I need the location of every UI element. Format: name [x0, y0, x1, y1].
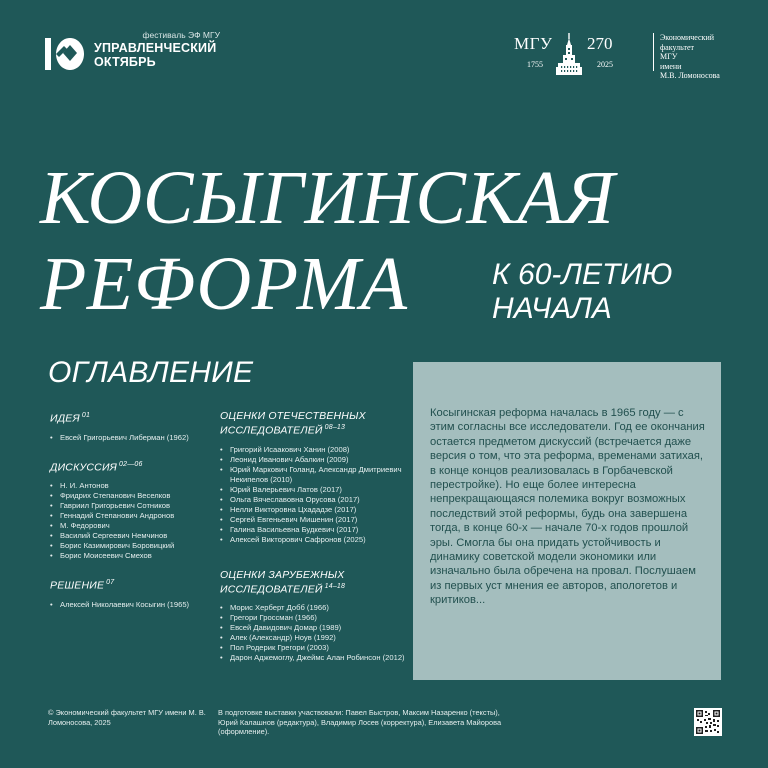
section-title-line2: ИССЛЕДОВАТЕЛЕЙ: [220, 424, 323, 437]
intro-panel: [413, 362, 721, 680]
list-item: • Юрий Маркович Голанд, Александр Дмитриевич Некипелов (2010): [220, 465, 410, 485]
toc-section-foreign: [220, 569, 410, 664]
section-title: РЕШЕНИЕ: [50, 579, 105, 592]
list-item: • Алексей Николаевич Косыгин (1965): [50, 600, 215, 610]
year-end: 2025: [597, 60, 613, 69]
page-title-line2: РЕФОРМА: [40, 242, 408, 326]
list-item: • Алек (Александр) Ноув (1992): [220, 633, 410, 643]
list-item: • Леонид Иванович Абалкин (2009): [220, 455, 410, 465]
list-item: • Дарон Аджемоглу, Джеймс Алан Робинсон (2012): [220, 653, 410, 663]
section-title: ИДЕЯ: [50, 412, 80, 425]
msu-anniversary-number: 270: [587, 34, 613, 53]
list-item: • Фридрих Степанович Веселков: [50, 491, 215, 501]
list-item: • Галина Васильевна Будкевич (2017): [220, 525, 410, 535]
toc-left-column: [50, 410, 215, 622]
festival-logo-icon: [44, 36, 84, 72]
section-pages: 08–13: [324, 424, 346, 431]
credits-note: В подготовке выставки участвовали: Павел Быстров, Максим Назаренко (тексты), Юрий Калашнов (редактура), Владимир Лосев (корректура), Елизавета Майорова (оформление).: [218, 708, 502, 736]
toc-heading: ОГЛАВЛЕНИЕ: [48, 356, 254, 389]
list-item: • Юрий Валерьевич Латов (2017): [220, 485, 410, 495]
page-title-line1: КОСЫГИНСКАЯ: [40, 156, 615, 240]
section-list: [220, 603, 410, 663]
section-title-line2: ИССЛЕДОВАТЕЛЕЙ: [220, 583, 323, 595]
toc-right-column: [220, 410, 410, 675]
list-item: • Сергей Евгеньевич Мишенин (2017): [220, 515, 410, 525]
section-title-line1: ОЦЕНКИ ЗАРУБЕЖНЫХ: [220, 568, 345, 581]
section-pages: 02—06: [119, 460, 143, 468]
toc-section-idea: [50, 410, 215, 443]
header-divider: [653, 33, 654, 71]
list-item: • Гавриил Григорьевич Сотников: [50, 501, 215, 511]
section-list: [50, 433, 215, 443]
toc-section-discussion: [50, 459, 215, 562]
list-item: • Грегори Гроссман (1966): [220, 613, 410, 623]
section-list: [220, 445, 410, 545]
faculty-name: Экономический факультет МГУ имени М.В. Ломоносова: [660, 33, 720, 80]
list-item: • Геннадий Степанович Андронов: [50, 511, 215, 521]
list-item: • Ольга Вячеславовна Орусова (2017): [220, 495, 410, 505]
list-item: • Григорий Исаакович Ханин (2008): [220, 445, 410, 455]
section-pages: 14–18: [324, 582, 346, 590]
copyright-note: © Экономический факультет МГУ имени М. В. Ломоносова, 2025: [48, 708, 206, 727]
list-item: • Алексей Викторович Сафронов (2025): [220, 535, 410, 545]
toc-section-decision: [50, 577, 215, 610]
section-title: ДИСКУССИЯ: [50, 461, 118, 473]
list-item: • Борис Моисеевич Смехов: [50, 551, 215, 561]
list-item: • Пол Родерик Грегори (2003): [220, 643, 410, 653]
msu-label: МГУ: [514, 34, 553, 53]
list-item: • Борис Казимирович Боровицкий: [50, 541, 215, 551]
list-item: • М. Федорович: [50, 521, 215, 531]
list-item: • Морис Херберт Добб (1966): [220, 603, 410, 613]
msu-building-icon: [556, 33, 582, 77]
page-subtitle: К 60-ЛЕТИЮ НАЧАЛА: [492, 258, 673, 325]
list-item: • Евсей Давидович Домар (1989): [220, 623, 410, 633]
section-pages: 01: [81, 412, 91, 419]
section-pages: 07: [106, 579, 115, 586]
festival-label: фестиваль ЭФ МГУ: [142, 30, 220, 40]
qr-code-icon[interactable]: [694, 708, 722, 736]
intro-text: Косыгинская реформа началась в 1965 году — с этим согласны все исследователи. Год ее окончания остается предметом дискуссий (встречается даже версия о том, что эта реформа, временами затихая, в конце концов реализовалась в Горбачевской перестройке). Но еще более интересна непрекращающаяся полемика вокруг возможных последствий этой реформы, будь она завершена тогда, в конце 60-х — начале 70-х годов прошлой эры. Смогла бы она придать устойчивость и динамику советской модели экономики или изначально была обречена на провал. Послушаем из первых уст мнения ее авторов, апологетов и критиков...: [430, 407, 705, 607]
festival-title: УПРАВЛЕНЧЕСКИЙ ОКТЯБРЬ: [94, 41, 217, 69]
list-item: • Василий Сергеевич Немчинов: [50, 531, 215, 541]
section-list: [50, 600, 215, 610]
list-item: • Н. И. Антонов: [50, 481, 215, 491]
year-start: 1755: [527, 60, 543, 69]
section-list: [50, 481, 215, 561]
list-item: • Нелли Викторовна Цхададзе (2017): [220, 505, 410, 515]
list-item: • Евсей Григорьевич Либерман (1962): [50, 433, 215, 443]
section-title-line1: ОЦЕНКИ ОТЕЧЕСТВЕННЫХ: [220, 410, 366, 422]
toc-section-domestic: [220, 410, 410, 545]
